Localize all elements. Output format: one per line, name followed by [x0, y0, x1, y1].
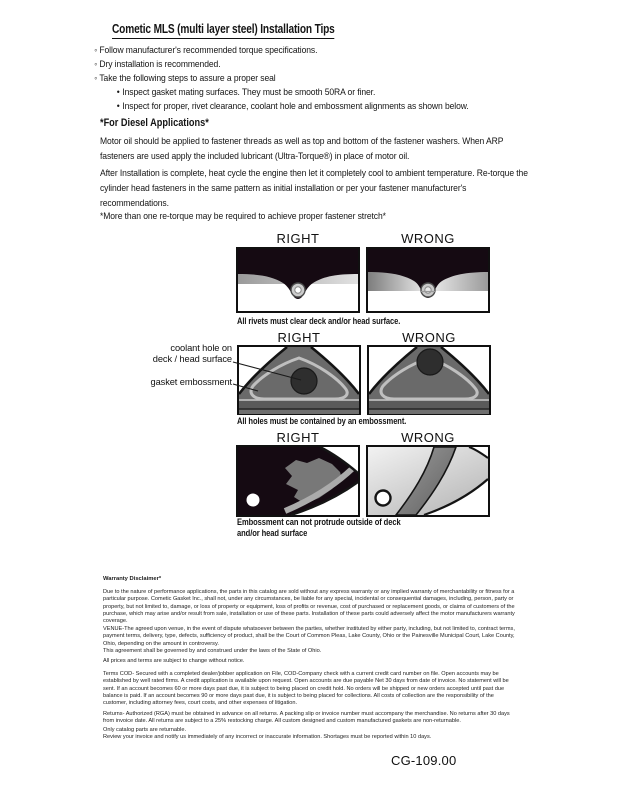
row2-caption: All holes must be contained by an embossment. — [237, 416, 407, 426]
row3-caption — [237, 517, 401, 538]
review-invoice-line: Review your invoice and notify us immediately of any incorrect or inaccurate information. Shortages must be reported within 10 days. — [103, 734, 432, 740]
diagram-embossment-wrong — [367, 345, 491, 415]
catalog-parts-line: Only catalog parts are returnable. — [103, 727, 187, 733]
diagram-protrude-right — [236, 445, 360, 517]
prices-note: All prices and terms are subject to change without notice. — [103, 658, 245, 664]
title-wrap — [112, 20, 397, 39]
right-label: RIGHT — [276, 430, 320, 445]
gasket-embossment-annotation: gasket embossment — [150, 377, 232, 387]
open-bullet-icon: ◦ — [94, 59, 98, 69]
bolt-hole-icon — [376, 491, 391, 506]
tip-text: Inspect for proper, rivet clearance, coolant hole and embossment alignments as shown below. — [122, 101, 469, 111]
tip-item — [92, 57, 552, 71]
diesel-paragraph-1: Motor oil should be applied to fastener threads as well as top and bottom of the fastener washers. When ARP fasteners are used apply the included lubricant (Ultra-Torque®) in place of motor oil. — [100, 136, 504, 162]
right-label: RIGHT — [277, 330, 321, 345]
coolant-hole-icon — [417, 349, 443, 375]
returns-paragraph: Returns- Authorized (RGA) must be obtained in advance on all returns. A packing slip or invoice number must accompany the merchandise. No returns after 30 days from invoice date. All returns are subject to a 25% restocking charge. All custom designed and custom manufactured gaskets are non-returnable. — [103, 711, 510, 725]
right-label: RIGHT — [276, 231, 320, 246]
wrong-label: WRONG — [401, 231, 455, 246]
diesel-paragraph-2: After Installation is complete, heat cycle the engine then let it completely cool to ambient temperature. Re-torque the cylinder head fasteners in the same pattern as initial installation or per your fastener manufacturer's recommendations. — [100, 168, 528, 209]
retorque-note: *More than one re-torque may be required to achieve proper fastener stretch* — [100, 211, 386, 221]
venue-paragraph: VENUE-The agreed upon venue, in the event of dispute whatsoever between the parties, whether instituted by either party, including, but not limited to, contract terms, payment terms, delivery, type, defects, sufficiency of product, shall be the Court of Common Pleas, Lake County, Ohio or the Painesville Municipal Court, Lake County, Ohio, depending on the amount in controversy. — [103, 626, 515, 647]
filled-bullet-icon: • — [116, 87, 120, 97]
diagram-rivet-wrong — [366, 247, 490, 313]
open-bullet-icon: ◦ — [94, 45, 98, 55]
caption-text: and/or head surface — [237, 527, 308, 538]
row1-caption: All rivets must clear deck and/or head surface. — [237, 316, 401, 326]
tip-text: Take the following steps to assure a proper seal — [99, 73, 276, 83]
page-title: Cometic MLS (multi layer steel) Installation Tips — [112, 21, 335, 39]
tip-text: Follow manufacturer's recommended torque specifications. — [99, 45, 318, 55]
installation-tips-list — [92, 43, 552, 113]
tip-item — [92, 43, 552, 57]
diagram-protrude-wrong — [366, 445, 490, 517]
tip-text: Dry installation is recommended. — [99, 59, 221, 69]
tip-sub-item — [114, 99, 552, 113]
tip-text: Inspect gasket mating surfaces. They must be smooth 50RA or finer. — [122, 87, 376, 97]
terms-paragraph: Terms COD- Secured with a completed dealer/jobber application on File, COD-Company check with a current credit card number on file. Open accounts may be established by well rated firms. A credit application is available upon request. Open accounts are due payable Net 30 days from date of invoice. No statement will be sent. If an account becomes 60 or more days past due, it is subject to being placed on credit hold. No orders will be shipped or new orders accepted until past due balance is paid. If an account becomes 90 or more days past due, it is subject to being placed for collections. All costs of collection are the responsibility of the customer, including attorney fees, court costs, and other expenses of litigation. — [103, 671, 509, 707]
warranty-paragraph: Due to the nature of performance applications, the parts in this catalog are sold without any express warranty or any implied warranty of merchantability or fitness for a particular purpose. Cometic Gasket Inc., shall not, under any circumstances, be liable for any special, incidental or consequential damages, including, person, party or property, but not limited to, damage, or loss of property or equipment, loss of profits or revenue, cost of purchased or replacement goods, or claims of customers of the purchase, which may arise and/or result from sale, installation or use of these parts. Installation of these parts could adversely affect the motor manufacturers warranty coverage. — [103, 589, 515, 625]
filled-bullet-icon: • — [116, 101, 120, 111]
wrong-label: WRONG — [401, 430, 455, 445]
annotation-text: deck / head surface — [152, 353, 232, 364]
tip-sub-item — [114, 85, 552, 99]
warranty-heading: Warranty Disclaimer* — [103, 576, 162, 582]
wrong-label: WRONG — [402, 330, 456, 345]
diagram-rivet-right — [236, 247, 360, 313]
leader-lines — [100, 340, 370, 400]
bolt-hole-icon — [247, 494, 260, 507]
governing-law-line: This agreement shall be governed by and construed under the laws of the State of Ohio. — [103, 648, 322, 654]
tip-item — [92, 71, 552, 85]
diesel-heading: *For Diesel Applications* — [100, 117, 209, 129]
footer-doc-code: CG-109.00 — [391, 753, 457, 768]
annotation-text: coolant hole on — [170, 343, 232, 353]
open-bullet-icon: ◦ — [94, 73, 98, 83]
caption-text: Embossment can not protrude outside of deck — [237, 517, 401, 527]
